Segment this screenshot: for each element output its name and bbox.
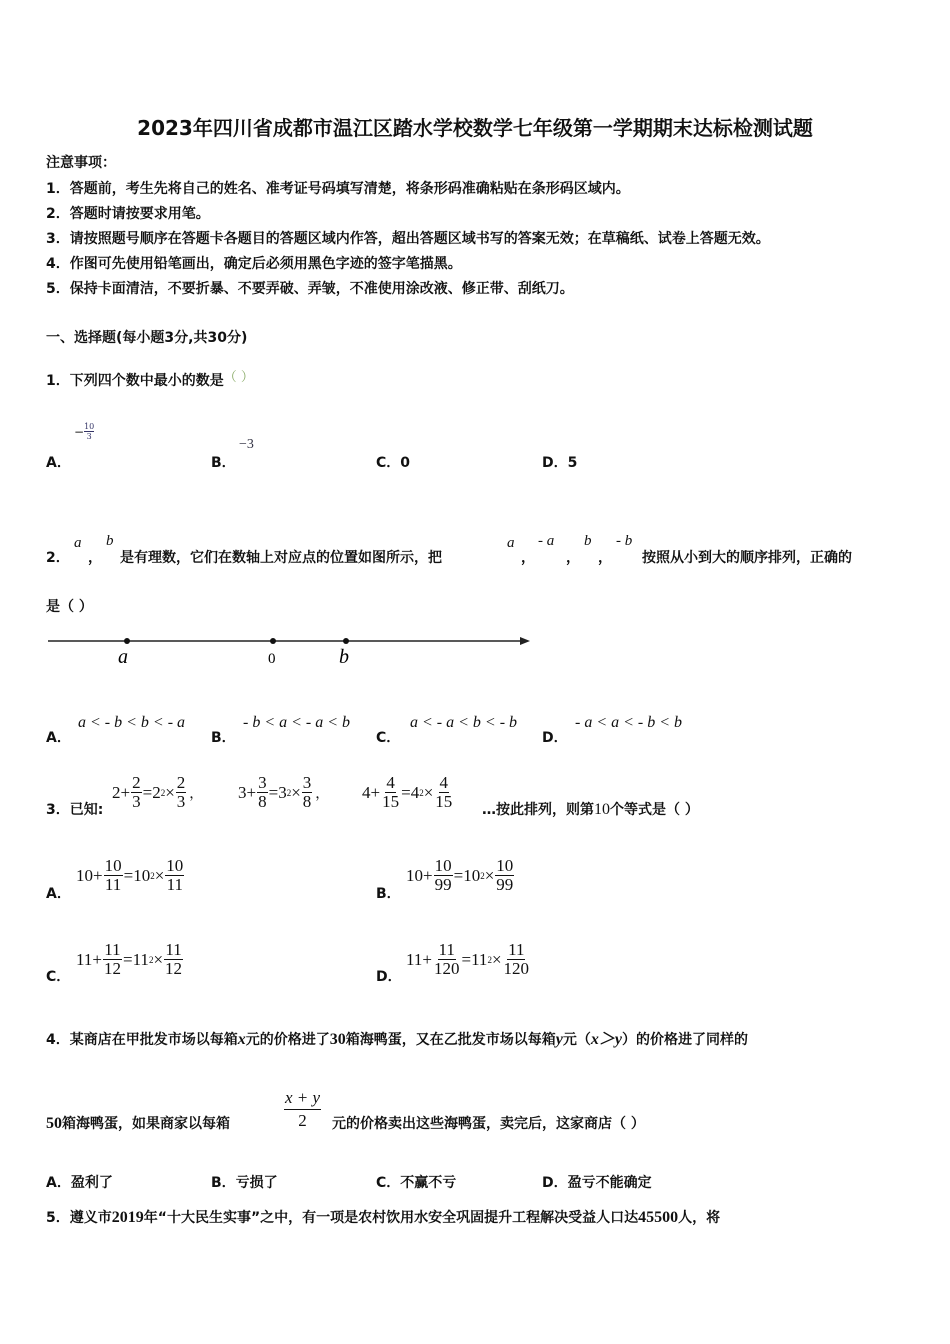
q2-list-neg-b: - b — [616, 533, 633, 549]
q1-option-a-value — [74, 422, 94, 441]
q3-e1-frac — [131, 774, 142, 811]
q3-a-frac2 — [165, 857, 184, 894]
notice-item: 2．答题时请按要求用笔。 — [46, 206, 210, 222]
q1-stem-text: 1．下列四个数中最小的数是 — [46, 373, 224, 389]
q1-option-c: C．0 — [376, 455, 411, 471]
q5-text-c: 人，将 — [678, 1210, 721, 1226]
q4-frac-num: x + y — [284, 1087, 321, 1110]
q3-d-num2: 11 — [508, 940, 525, 959]
point-0 — [270, 638, 276, 644]
q3-e3-pow: 2 — [419, 787, 424, 798]
q1-a-num: 10 — [84, 422, 95, 431]
q3-e3-base: 4 — [410, 782, 420, 802]
q4-l1c: 箱海鸭蛋，又在乙批发市场以每箱 — [345, 1032, 556, 1048]
q3-tail-end: 个等式是（ ） — [610, 802, 699, 818]
q1-a-den: 3 — [86, 432, 92, 441]
q2-stem-end: 按照从小到大的顺序排列，正确的 — [642, 550, 852, 566]
q4-line1 — [46, 1026, 748, 1049]
q2-comma: ， — [88, 550, 102, 566]
q3-option-c-expr: 11 + $\frac{11}{12}$ = 11 2 × $\frac{11}{12}$ — [76, 940, 183, 978]
q3-e2-pow: 2 — [286, 787, 292, 798]
q3-b-pow: 2 — [480, 870, 485, 881]
notice-item: 1．答题前，考生先将自己的姓名、准考证号码填写清楚，将条形码准确粘贴在条形码区域内。 — [46, 181, 630, 197]
q3-equation-2: 3 + $\frac{3}{8}$ = 3 2 × $\frac{3}{8}$ ， — [238, 773, 330, 811]
q1-paren: （ ） — [223, 370, 254, 385]
notice-item: 3．请按照题号顺序在答题卡各题目的答题区域内作答，超出答题区域书写的答案无效；在草稿纸、试卷上答题无效。 — [46, 231, 770, 247]
q2-stem-mid: 是有理数，它们在数轴上对应点的位置如图所示，把 — [120, 550, 442, 566]
axis-label-0: 0 — [268, 651, 276, 667]
q3-tail — [482, 799, 699, 819]
q3-b-den: 99 — [434, 875, 452, 894]
q3-e2-num2: 3 — [302, 773, 312, 792]
q2-list-b: b — [584, 533, 592, 549]
q2-option-d-label: D． — [542, 730, 568, 746]
q3-a-num2: 10 — [166, 856, 184, 875]
q2-sep: ， — [521, 550, 535, 566]
q2-stem-line2: 是（ ） — [46, 599, 93, 615]
q1-option-b-label: B． — [211, 455, 236, 471]
q3-a-whole: 10 — [76, 865, 93, 885]
q2-option-b-label: B． — [211, 730, 236, 746]
q4-option-c: C．不赢不亏 — [376, 1175, 457, 1191]
q3-option-d-label: D． — [376, 969, 402, 985]
point-a — [124, 638, 130, 644]
q3-e2-frac2 — [302, 774, 313, 811]
q3-c-num2: 11 — [165, 940, 182, 959]
q3-a-pow: 2 — [150, 870, 155, 881]
q3-option-d-expr: 11 + $\frac{11}{120}$ = 11 2 × $\frac{11}{120}$ — [406, 940, 530, 978]
q3-a-base: 10 — [133, 865, 151, 885]
q3-option-c-label: C． — [46, 969, 71, 985]
q4-l1e: ）的价格进了同样的 — [621, 1032, 748, 1048]
q5-text-b: 年“十大民生实事”之中，有一项是农村饮用水安全巩固提升工程解决受益人口达 — [143, 1210, 639, 1226]
q4-option-a: A．盈利了 — [46, 1175, 113, 1191]
q1-a-minus: − — [74, 424, 85, 439]
q3-e1-den2: 3 — [176, 792, 186, 811]
point-b — [343, 638, 349, 644]
q3-b-base: 10 — [463, 865, 481, 885]
q1-option-b-value: −3 — [239, 437, 254, 452]
q3-lead: 3．已知: — [46, 802, 104, 818]
q1-a-fraction — [84, 422, 94, 441]
q2-option-a-expr: a < - b < b < - a — [78, 714, 186, 731]
q1-option-a-label: A． — [46, 455, 71, 471]
q5-text-a: 5．遵义市 — [46, 1210, 112, 1226]
q2-list-neg-a: - a — [538, 533, 555, 549]
axis-label-b: b — [339, 646, 349, 668]
q3-a-den: 11 — [104, 875, 122, 894]
notice-heading: 注意事项： — [46, 155, 116, 171]
q3-d-frac — [433, 941, 461, 978]
q3-e2-num: 3 — [258, 773, 267, 792]
q3-c-frac2 — [164, 941, 183, 978]
q1-stem — [46, 366, 254, 390]
q2-var-b: b — [106, 533, 114, 549]
q2-option-c-expr: a < - a < b < - b — [410, 714, 518, 731]
number-line — [40, 625, 540, 673]
q3-d-pow: 2 — [487, 954, 492, 965]
q3-e1-pow: 2 — [160, 787, 166, 798]
q4-n30: 30 — [329, 1031, 346, 1048]
q3-c-base: 11 — [132, 949, 149, 969]
q3-d-den2: 120 — [503, 959, 530, 978]
q3-e3-num2: 4 — [439, 773, 449, 792]
q5-num: 45500 — [638, 1209, 679, 1226]
q3-equation-1: 2 + $\frac{2}{3}$ = 2 2 × $\frac{2}{3}$ ， — [112, 773, 204, 811]
q2-option-b-expr: - b < a < - a < b — [243, 714, 351, 731]
q3-e3-den2: 15 — [435, 792, 453, 811]
q2-sep: ， — [566, 550, 580, 566]
q3-e3-frac2 — [434, 774, 453, 811]
q4-frac — [284, 1087, 321, 1132]
q4-cond: x＞y — [590, 1031, 622, 1048]
q4-frac-den: 2 — [298, 1111, 307, 1130]
q3-option-a-label: A． — [46, 886, 71, 902]
q2-option-c-label: C． — [376, 730, 401, 746]
q3-d-whole: 11 — [406, 949, 423, 969]
q3-a-num: 10 — [104, 856, 122, 875]
q3-e2-whole: 3 — [238, 782, 247, 802]
q3-e3-num: 4 — [386, 773, 395, 792]
q3-e3-whole: 4 — [362, 782, 371, 802]
q2-sep: ， — [598, 550, 612, 566]
q4-price-fraction — [283, 1087, 322, 1132]
q3-d-frac2 — [503, 941, 531, 978]
q3-c-frac — [103, 941, 122, 978]
q3-a-den2: 11 — [166, 875, 183, 894]
q3-e2-den: 8 — [258, 792, 267, 811]
q3-e2-base: 3 — [278, 782, 287, 802]
q4-var-y: y — [555, 1031, 563, 1048]
q3-c-whole: 11 — [76, 949, 93, 969]
q3-e1-whole: 2 — [112, 782, 121, 802]
q3-e1-num: 2 — [132, 773, 141, 792]
q3-b-frac — [434, 857, 453, 894]
axis-label-a: a — [118, 646, 128, 668]
q3-c-den2: 12 — [165, 959, 183, 978]
q3-e2-frac — [257, 774, 268, 811]
q5-stem — [46, 1207, 720, 1227]
q3-b-frac2 — [495, 857, 514, 894]
q3-d-base: 11 — [471, 949, 488, 969]
q4-l1b: 元的价格进了 — [245, 1032, 330, 1048]
q4-l1d: 元（ — [562, 1032, 591, 1048]
q4-n50: 50 — [46, 1115, 62, 1132]
q3-option-a-expr: 10 + $\frac{10}{11}$ = 10 2 × $\frac{10}{11}$ — [76, 856, 184, 894]
q4-line2-end: 元的价格卖出这些海鸭蛋，卖完后，这家商店（ ） — [332, 1116, 645, 1132]
q4-var-x: x — [237, 1031, 246, 1048]
q3-e1-den: 3 — [132, 792, 141, 811]
arrow-icon — [520, 637, 530, 645]
q3-a-frac — [104, 857, 123, 894]
q4-option-d: D．盈亏不能确定 — [542, 1175, 652, 1191]
q3-c-pow: 2 — [148, 954, 154, 965]
notice-item: 4．作图可先使用铅笔画出，确定后必须用黑色字迹的签字笔描黑。 — [46, 256, 462, 272]
q4-l1a: 4．某商店在甲批发市场以每箱 — [46, 1032, 238, 1048]
q1-option-d: D．5 — [542, 455, 578, 471]
q3-c-num: 11 — [104, 940, 121, 959]
q3-tail-text: …按此排列，则第 — [482, 802, 594, 818]
q4-line2-start — [46, 1113, 230, 1133]
notice-item: 5．保持卡面清洁，不要折暴、不要弄破、弄皱，不准使用涂改液、修正带、刮纸刀。 — [46, 281, 574, 297]
q3-b-den2: 99 — [496, 875, 514, 894]
q3-d-den: 120 — [433, 959, 460, 978]
q2-option-d-expr: - a < a < - b < b — [575, 714, 683, 731]
q3-e3-frac — [381, 774, 400, 811]
q3-e1-frac2 — [176, 774, 187, 811]
q5-year: 2019 — [111, 1209, 144, 1226]
q4-option-b: B．亏损了 — [211, 1175, 278, 1191]
q3-d-num: 11 — [438, 940, 455, 959]
page-title: 2023年四川省成都市温江区踏水学校数学七年级第一学期期末达标检测试题 — [137, 116, 813, 140]
q3-e1-num2: 2 — [176, 773, 186, 792]
section-heading: 一、选择题(每小题3分,共30分) — [46, 330, 248, 346]
q3-tail-n: 10 — [594, 801, 610, 818]
q3-b-num2: 10 — [496, 856, 514, 875]
q4-l2b: 箱海鸭蛋，如果商家以每箱 — [62, 1116, 230, 1132]
q2-option-a-label: A． — [46, 730, 71, 746]
q3-b-whole: 10 — [406, 865, 423, 885]
q3-equation-3: 4 + $\frac{4}{15}$ = 4 2 × $\frac{4}{15}$ — [362, 773, 453, 811]
q3-option-b-expr: 10 + $\frac{10}{99}$ = 10 2 × $\frac{10}{99}$ — [406, 856, 514, 894]
q2-var-a: a — [74, 535, 82, 551]
q3-b-num: 10 — [434, 856, 452, 875]
q3-e3-den: 15 — [382, 792, 400, 811]
q2-list-a: a — [507, 535, 515, 551]
q3-e2-den2: 8 — [302, 792, 312, 811]
q2-number: 2． — [46, 550, 70, 566]
q3-option-b-label: B． — [376, 886, 401, 902]
q3-c-den: 12 — [103, 959, 121, 978]
q3-e1-base: 2 — [152, 782, 161, 802]
